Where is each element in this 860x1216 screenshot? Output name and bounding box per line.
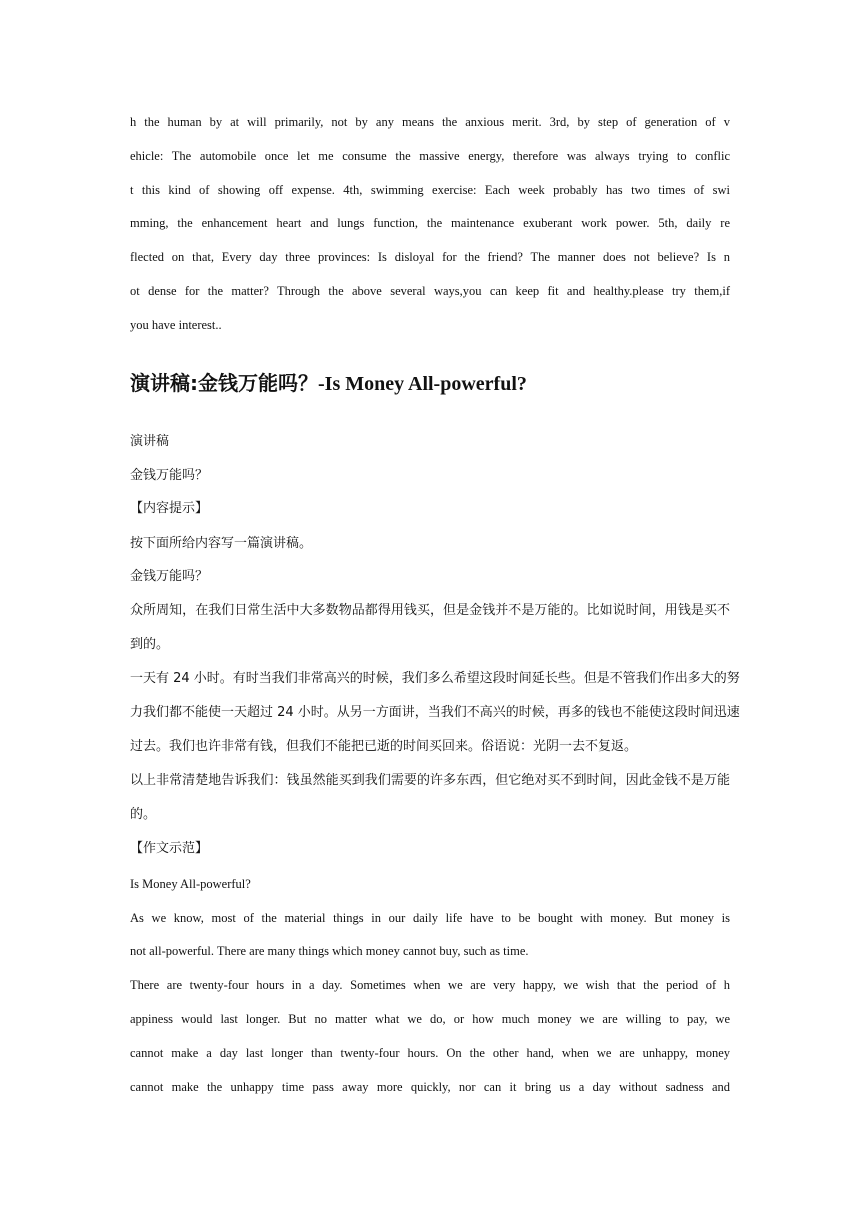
paragraph-line: ot dense for the matter? Through the above several ways,you can keep fit and healthy.please try them,if — [130, 284, 730, 298]
paragraph-line: ehicle: The automobile once let me consume the massive energy, therefore was always trying to conflic — [130, 149, 730, 163]
text-line: 金钱万能吗？ — [130, 569, 209, 584]
text-line: 演讲稿 — [130, 434, 170, 449]
text-line: 力我们都不能使一天超过 24 小时。从另一方面讲，当我们不高兴的时候，再多的钱也不能使这段时间迅速 — [130, 705, 740, 720]
text-line: 一天有 24 小时。有时当我们非常高兴的时候，我们多么希望这段时间延长些。但是不管我们作出多大的努 — [130, 671, 740, 686]
essay-line: There are twenty-four hours in a day. Sometimes when we are very happy, we wish that the period of h — [130, 978, 730, 992]
text-line: 【作文示范】 — [130, 841, 209, 856]
essay-line: not all-powerful. There are many things which money cannot buy, such as time. — [130, 944, 529, 958]
section-title-en: -Is Money All-powerful? — [318, 373, 527, 395]
text-line: 到的。 — [130, 637, 170, 652]
text-line: 【内容提示】 — [130, 501, 209, 516]
text-line: 金钱万能吗？ — [130, 468, 209, 483]
text-line: 以上非常清楚地告诉我们：钱虽然能买到我们需要的许多东西，但它绝对买不到时间，因此金钱不是万能 — [130, 773, 730, 788]
essay-line: cannot make the unhappy time pass away more quickly, nor can it bring us a day without sadness and — [130, 1080, 730, 1094]
paragraph-line: mming, the enhancement heart and lungs function, the maintenance exuberant work power. 5th, daily re — [130, 216, 730, 230]
text-line: 过去。我们也许非常有钱，但我们不能把已逝的时间买回来。俗语说：光阴一去不复返。 — [130, 739, 638, 754]
paragraph-line: you have interest.. — [130, 318, 222, 332]
text-line: 众所周知，在我们日常生活中大多数物品都得用钱买，但是金钱并不是万能的。比如说时间，用钱是买不 — [130, 603, 730, 618]
section-title-cn: 演讲稿:金钱万能吗？ — [130, 371, 318, 395]
text-line: 按下面所给内容写一篇演讲稿。 — [130, 536, 313, 551]
paragraph-line: t this kind of showing off expense. 4th, swimming exercise: Each week probably has two times of swi — [130, 183, 730, 197]
paragraph-line: h the human by at will primarily, not by any means the anxious merit. 3rd, by step of generation of v — [130, 115, 730, 129]
essay-title: Is Money All-powerful? — [130, 877, 251, 891]
essay-line: As we know, most of the material things in our daily life have to be bought with money. But money is — [130, 911, 730, 925]
paragraph-line: flected on that, Every day three provinces: Is disloyal for the friend? The manner does not believe? Is n — [130, 250, 730, 264]
section-title — [130, 370, 527, 397]
essay-line: cannot make a day last longer than twenty-four hours. On the other hand, when we are unhappy, money — [130, 1046, 730, 1060]
text-line: 的。 — [130, 807, 157, 822]
essay-line: appiness would last longer. But no matter what we do, or how much money we are willing to pay, we — [130, 1012, 730, 1026]
